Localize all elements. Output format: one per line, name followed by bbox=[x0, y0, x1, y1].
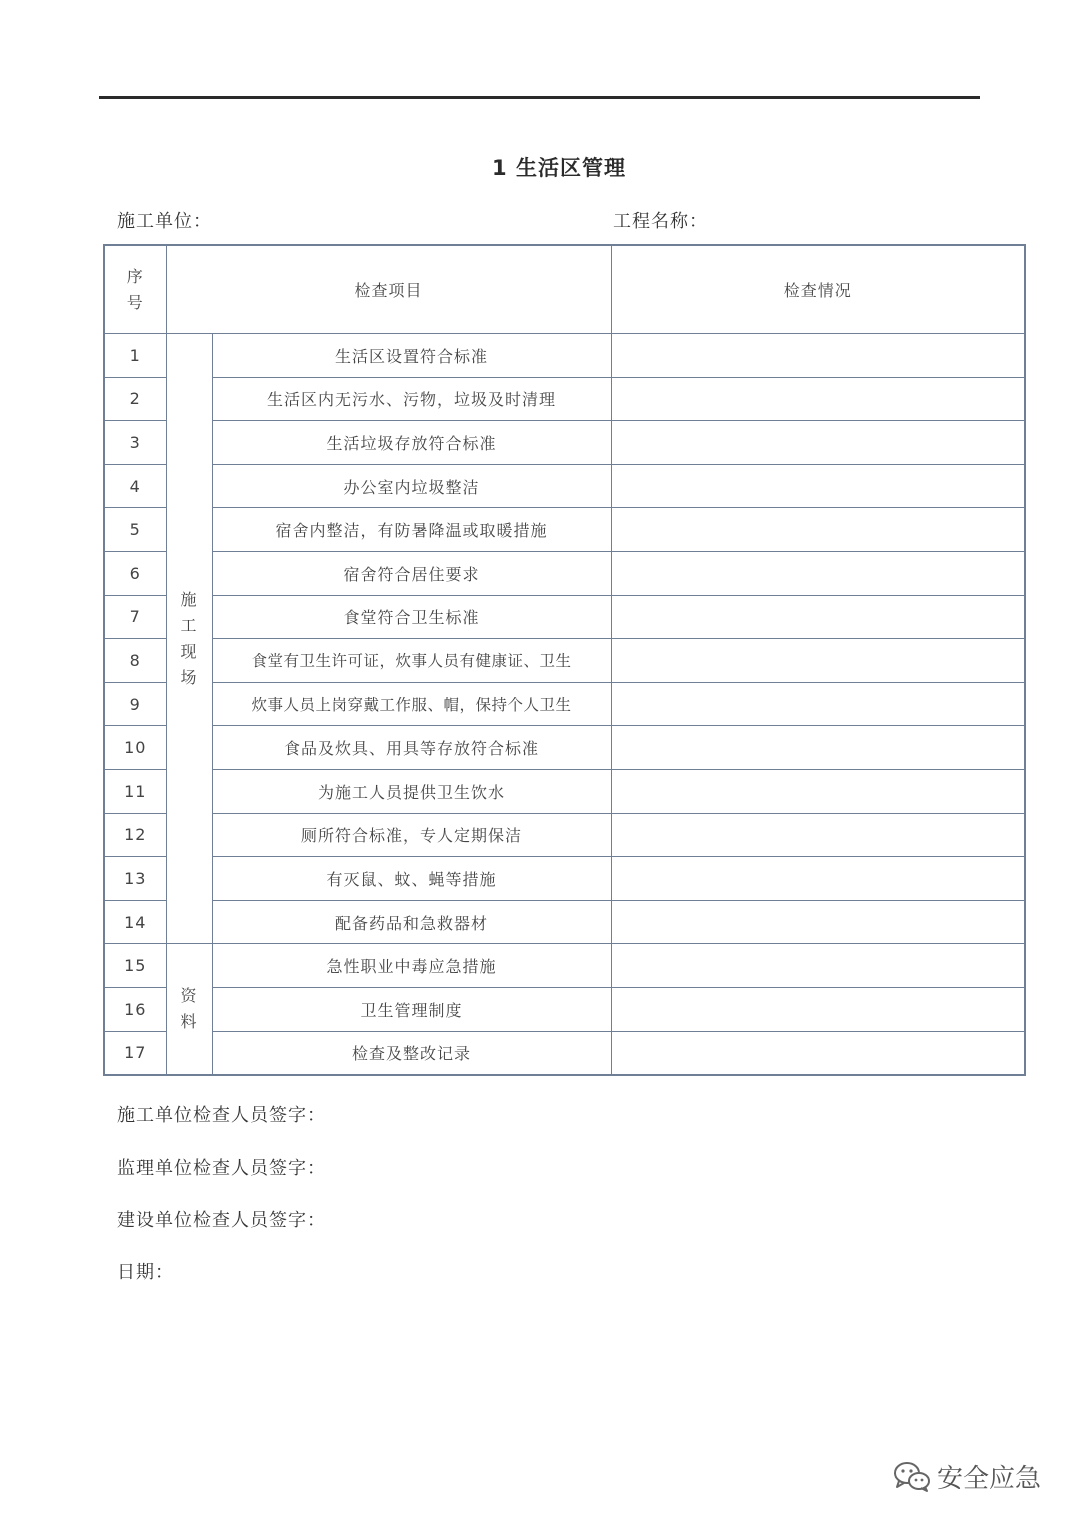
row-status-cell[interactable] bbox=[611, 813, 1025, 857]
header-seq: 序号 bbox=[104, 245, 166, 334]
row-item: 宿舍符合居住要求 bbox=[212, 551, 611, 595]
row-status-cell[interactable] bbox=[611, 334, 1025, 378]
row-status-cell[interactable] bbox=[611, 944, 1025, 988]
table-row bbox=[104, 508, 1025, 552]
row-item: 配备药品和急救器材 bbox=[212, 900, 611, 944]
row-number: 14 bbox=[104, 900, 166, 944]
owner-signature-label: 建设单位检查人员签字： bbox=[117, 1210, 326, 1231]
row-item: 炊事人员上岗穿戴工作服、帽，保持个人卫生 bbox=[212, 682, 611, 726]
row-item: 厕所符合标准，专人定期保洁 bbox=[212, 813, 611, 857]
table-row bbox=[104, 551, 1025, 595]
row-status-cell[interactable] bbox=[611, 377, 1025, 421]
table-row bbox=[104, 987, 1025, 1031]
row-status-cell[interactable] bbox=[611, 595, 1025, 639]
table-row bbox=[104, 595, 1025, 639]
row-number: 15 bbox=[104, 944, 166, 988]
row-number: 10 bbox=[104, 726, 166, 770]
row-status-cell[interactable] bbox=[611, 726, 1025, 770]
construction-signature-label: 施工单位检查人员签字： bbox=[117, 1105, 326, 1126]
row-number: 8 bbox=[104, 639, 166, 683]
table-row bbox=[104, 900, 1025, 944]
row-status-cell[interactable] bbox=[611, 464, 1025, 508]
row-item: 食品及炊具、用具等存放符合标准 bbox=[212, 726, 611, 770]
row-number: 11 bbox=[104, 769, 166, 813]
table-row bbox=[104, 813, 1025, 857]
row-status-cell[interactable] bbox=[611, 1031, 1025, 1075]
watermark bbox=[893, 1458, 1041, 1495]
supervision-signature-label: 监理单位检查人员签字： bbox=[117, 1158, 326, 1179]
row-status-cell[interactable] bbox=[611, 900, 1025, 944]
table-row bbox=[104, 377, 1025, 421]
row-number: 2 bbox=[104, 377, 166, 421]
row-number: 4 bbox=[104, 464, 166, 508]
row-item: 宿舍内整洁，有防暑降温或取暖措施 bbox=[212, 508, 611, 552]
row-status-cell[interactable] bbox=[611, 987, 1025, 1031]
row-item: 急性职业中毒应急措施 bbox=[212, 944, 611, 988]
header-rule bbox=[99, 96, 980, 99]
row-number: 12 bbox=[104, 813, 166, 857]
page-title: 1 生活区管理 bbox=[492, 156, 626, 180]
row-status-cell[interactable] bbox=[611, 551, 1025, 595]
row-number: 17 bbox=[104, 1031, 166, 1075]
row-item: 生活区设置符合标准 bbox=[212, 334, 611, 378]
row-item: 卫生管理制度 bbox=[212, 987, 611, 1031]
table-row bbox=[104, 682, 1025, 726]
date-label: 日期： bbox=[117, 1262, 174, 1283]
row-item: 办公室内垃圾整洁 bbox=[212, 464, 611, 508]
row-status-cell[interactable] bbox=[611, 857, 1025, 901]
construction-unit-label: 施工单位： bbox=[117, 211, 212, 232]
table-row bbox=[104, 1031, 1025, 1075]
watermark-text: 安全应急 bbox=[937, 1464, 1042, 1494]
header-item: 检查项目 bbox=[166, 245, 611, 334]
row-number: 9 bbox=[104, 682, 166, 726]
inspection-table bbox=[103, 244, 1026, 1076]
row-item: 生活垃圾存放符合标准 bbox=[212, 421, 611, 465]
row-number: 3 bbox=[104, 421, 166, 465]
table-row bbox=[104, 464, 1025, 508]
row-item: 检查及整改记录 bbox=[212, 1031, 611, 1075]
row-item: 有灭鼠、蚊、蝇等措施 bbox=[212, 857, 611, 901]
table-row bbox=[104, 334, 1025, 378]
row-item: 生活区内无污水、污物，垃圾及时清理 bbox=[212, 377, 611, 421]
table-row bbox=[104, 421, 1025, 465]
row-item: 为施工人员提供卫生饮水 bbox=[212, 769, 611, 813]
wechat-icon bbox=[893, 1461, 931, 1493]
row-number: 13 bbox=[104, 857, 166, 901]
row-number: 16 bbox=[104, 987, 166, 1031]
row-status-cell[interactable] bbox=[611, 682, 1025, 726]
project-name-label: 工程名称： bbox=[613, 211, 708, 232]
table-row bbox=[104, 944, 1025, 988]
row-status-cell[interactable] bbox=[611, 508, 1025, 552]
row-status-cell[interactable] bbox=[611, 421, 1025, 465]
row-number: 5 bbox=[104, 508, 166, 552]
group-label-docs: 资料 bbox=[166, 944, 212, 1075]
row-number: 7 bbox=[104, 595, 166, 639]
table-header-row bbox=[104, 245, 1025, 334]
row-number: 6 bbox=[104, 551, 166, 595]
table-row bbox=[104, 726, 1025, 770]
row-number: 1 bbox=[104, 334, 166, 378]
row-status-cell[interactable] bbox=[611, 769, 1025, 813]
row-item: 食堂有卫生许可证，炊事人员有健康证、卫生 bbox=[212, 639, 611, 683]
table-row bbox=[104, 639, 1025, 683]
table-row bbox=[104, 857, 1025, 901]
row-status-cell[interactable] bbox=[611, 639, 1025, 683]
group-label-site: 施工现场 bbox=[166, 334, 212, 944]
header-status: 检查情况 bbox=[611, 245, 1025, 334]
table-row bbox=[104, 769, 1025, 813]
row-item: 食堂符合卫生标准 bbox=[212, 595, 611, 639]
